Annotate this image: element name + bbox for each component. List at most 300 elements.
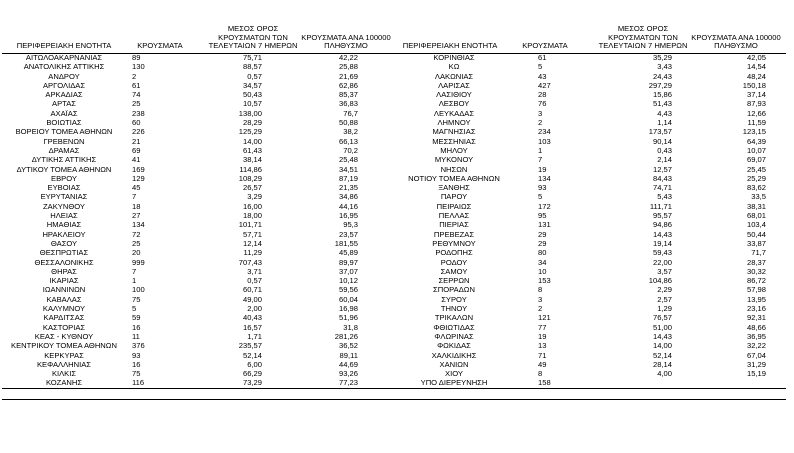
right-region-name: ΛΑΣΙΘΙΟΥ — [436, 90, 472, 100]
right-cases-value: 121 — [538, 313, 551, 323]
table-row — [0, 323, 790, 332]
right-avg7-value: 24,43 — [652, 71, 672, 81]
right-cases-value: 3 — [538, 108, 543, 118]
right-cases-value: 95 — [538, 211, 547, 221]
left-region-name: ΚΕΦΑΛΛΗΝΙΑΣ — [36, 359, 92, 369]
right-region-name: ΠΕΙΡΑΙΩΣ — [436, 201, 472, 211]
header-per100k-right: ΚΡΟΥΣΜΑΤΑ ΑΝΑ 100000 ΠΛΗΘΥΣΜΟ — [691, 32, 781, 51]
right-per100k-value: 25,45 — [746, 164, 766, 174]
left-cases-value: 238 — [132, 108, 145, 118]
table-row — [0, 369, 790, 378]
left-avg7-value: 88,57 — [242, 62, 262, 72]
left-cases-value: 21 — [132, 136, 141, 146]
left-avg7-value: 50,43 — [242, 90, 262, 100]
right-per100k-value: 64,39 — [746, 136, 766, 146]
table-row — [0, 211, 790, 220]
left-cases-value: 25 — [132, 99, 141, 109]
left-region-name: ΑΝΔΡΟΥ — [48, 71, 80, 81]
left-avg7-value: 28,29 — [242, 118, 262, 128]
right-region-name: ΦΛΩΡΙΝΑΣ — [434, 331, 474, 341]
right-per100k-value: 92,31 — [746, 313, 766, 323]
right-per100k-value: 87,93 — [746, 99, 766, 109]
left-per100k-value: 62,86 — [338, 80, 358, 90]
right-cases-value: 131 — [538, 220, 551, 230]
left-avg7-value: 138,00 — [238, 108, 262, 118]
left-region-name: ΚΑΣΤΟΡΙΑΣ — [42, 322, 86, 332]
left-avg7-value: 57,71 — [242, 229, 262, 239]
right-per100k-value: 23,16 — [746, 304, 766, 314]
right-avg7-value: 2,57 — [657, 294, 672, 304]
left-region-name: ΚΑΛΥΜΝΟΥ — [42, 304, 86, 314]
left-per100k-value: 16,95 — [338, 211, 358, 221]
right-per100k-value: 83,62 — [746, 183, 766, 193]
right-avg7-value: 14,43 — [652, 331, 672, 341]
table-row — [0, 155, 790, 164]
right-per100k-value: 37,14 — [746, 90, 766, 100]
left-avg7-value: 6,00 — [247, 359, 262, 369]
table-row — [0, 360, 790, 369]
left-per100k-value: 59,56 — [338, 285, 358, 295]
right-avg7-value: 14,00 — [652, 341, 672, 351]
left-region-name: ΒΟΡΕΙΟΥ ΤΟΜΕΑ ΑΘΗΝΩΝ — [15, 127, 113, 137]
left-region-name: ΘΕΣΣΑΛΟΝΙΚΗΣ — [34, 257, 94, 267]
left-per100k-value: 51,96 — [338, 313, 358, 323]
right-avg7-value: 94,86 — [652, 220, 672, 230]
left-per100k-value: 66,13 — [338, 136, 358, 146]
header-region-left: ΠΕΡΙΦΕΡΕΙΑΚΗ ΕΝΟΤΗΤΑ — [16, 41, 112, 51]
right-per100k-value: 67,04 — [746, 350, 766, 360]
right-cases-value: 19 — [538, 164, 547, 174]
left-cases-value: 134 — [132, 220, 145, 230]
right-per100k-value: 25,29 — [746, 173, 766, 183]
right-avg7-value: 4,00 — [657, 369, 672, 379]
right-region-name: ΛΕΥΚΑΔΑΣ — [433, 108, 475, 118]
left-per100k-value: 37,07 — [338, 266, 358, 276]
left-per100k-value: 45,89 — [338, 248, 358, 258]
right-region-name: ΣΥΡΟΥ — [441, 294, 467, 304]
left-per100k-value: 93,26 — [338, 369, 358, 379]
left-cases-value: 999 — [132, 257, 145, 267]
left-region-name: ΘΑΣΟΥ — [50, 238, 78, 248]
right-region-name: ΦΩΚΙΔΑΣ — [437, 341, 471, 351]
left-per100k-value: 181,55 — [334, 238, 358, 248]
right-per100k-value: 10,07 — [746, 145, 766, 155]
right-per100k-value: 68,01 — [746, 211, 766, 221]
left-region-name: ΚΙΛΚΙΣ — [51, 369, 77, 379]
right-avg7-value: 2,29 — [657, 285, 672, 295]
left-avg7-value: 2,00 — [247, 304, 262, 314]
right-cases-value: 93 — [538, 183, 547, 193]
left-cases-value: 376 — [132, 341, 145, 351]
left-avg7-value: 0,57 — [247, 71, 262, 81]
left-cases-value: 5 — [132, 304, 137, 314]
right-region-name: ΡΕΘΥΜΝΟΥ — [432, 238, 476, 248]
left-per100k-value: 89,97 — [338, 257, 358, 267]
left-cases-value: 61 — [132, 80, 141, 90]
left-per100k-value: 95,3 — [343, 220, 358, 230]
left-per100k-value: 44,69 — [338, 359, 358, 369]
table-row — [0, 62, 790, 71]
left-per100k-value: 44,16 — [338, 201, 358, 211]
right-per100k-value: 30,32 — [746, 266, 766, 276]
mid-rule — [2, 388, 786, 389]
left-region-name: ΚΟΖΑΝΗΣ — [45, 378, 83, 388]
table-header — [0, 12, 790, 52]
right-avg7-value: 1,29 — [657, 304, 672, 314]
right-region-name: ΡΟΔΟΠΗΣ — [435, 248, 473, 258]
left-cases-value: 20 — [132, 248, 141, 258]
right-cases-value: 34 — [538, 257, 547, 267]
table-row — [0, 53, 790, 62]
left-region-name: ΔΥΤΙΚΗΣ ΑΤΤΙΚΗΣ — [31, 155, 97, 165]
left-avg7-value: 16,00 — [242, 201, 262, 211]
right-region-name: ΜΗΛΟΥ — [440, 145, 468, 155]
left-region-name: ΕΥΡΥΤΑΝΙΑΣ — [40, 192, 88, 202]
right-avg7-value: 4,43 — [657, 108, 672, 118]
table-row — [0, 146, 790, 155]
right-cases-value: 77 — [538, 322, 547, 332]
right-avg7-value: 111,71 — [649, 201, 672, 211]
left-avg7-value: 18,00 — [242, 211, 262, 221]
right-region-name: ΛΗΜΝΟΥ — [437, 118, 471, 128]
left-avg7-value: 49,00 — [242, 294, 262, 304]
left-per100k-value: 23,57 — [338, 229, 358, 239]
left-region-name: ΑΧΑΪΑΣ — [50, 108, 78, 118]
left-cases-value: 25 — [132, 238, 141, 248]
right-per100k-value: 42,05 — [746, 53, 766, 62]
right-per100k-value: 15,19 — [746, 369, 766, 379]
header-avg7-right: ΜΕΣΟΣ ΟΡΟΣ ΚΡΟΥΣΜΑΤΩΝ ΤΩΝ ΤΕΛΕΥΤΑΙΩΝ 7 ΗΜΕΡΩΝ — [598, 24, 688, 51]
left-per100k-value: 34,86 — [338, 192, 358, 202]
right-cases-value: 2 — [538, 118, 543, 128]
table-row — [0, 127, 790, 136]
right-avg7-value: 14,43 — [652, 229, 672, 239]
right-cases-value: 8 — [538, 285, 543, 295]
table-row — [0, 81, 790, 90]
right-cases-value: 29 — [538, 229, 547, 239]
table-row — [0, 183, 790, 192]
left-avg7-value: 40,43 — [242, 313, 262, 323]
right-per100k-value: 86,72 — [746, 276, 766, 286]
left-region-name: ΗΡΑΚΛΕΙΟΥ — [42, 229, 86, 239]
left-cases-value: 16 — [132, 359, 141, 369]
right-cases-value: 28 — [538, 90, 547, 100]
right-cases-value: 43 — [538, 71, 547, 81]
right-region-name: ΤΗΝΟΥ — [440, 304, 468, 314]
right-cases-value: 61 — [538, 53, 547, 62]
table-row — [0, 90, 790, 99]
right-region-name: ΚΟΡΙΝΘΙΑΣ — [433, 53, 475, 62]
left-cases-value: 93 — [132, 350, 141, 360]
right-cases-value: 158 — [538, 378, 551, 388]
left-per100k-value: 77,23 — [338, 378, 358, 388]
header-cases-left: ΚΡΟΥΣΜΑΤΑ — [137, 41, 183, 51]
right-cases-value: 5 — [538, 192, 543, 202]
left-per100k-value: 21,69 — [338, 71, 358, 81]
right-avg7-value: 15,86 — [652, 90, 672, 100]
left-avg7-value: 61,43 — [242, 145, 262, 155]
left-per100k-value: 10,12 — [338, 276, 358, 286]
right-avg7-value: 35,29 — [652, 53, 672, 62]
left-cases-value: 75 — [132, 294, 141, 304]
right-region-name: ΠΡΕΒΕΖΑΣ — [433, 229, 475, 239]
left-per100k-value: 31,8 — [343, 322, 358, 332]
left-region-name: ΑΡΚΑΔΙΑΣ — [45, 90, 83, 100]
right-cases-value: 172 — [538, 201, 551, 211]
right-region-name: ΝΗΣΩΝ — [440, 164, 468, 174]
left-cases-value: 74 — [132, 90, 141, 100]
table-row — [0, 99, 790, 108]
left-avg7-value: 1,71 — [247, 331, 262, 341]
cases-table — [0, 12, 790, 388]
right-region-name: ΞΑΝΘΗΣ — [438, 183, 470, 193]
table-row — [0, 109, 790, 118]
left-per100k-value: 34,51 — [338, 164, 358, 174]
right-region-name: ΠΙΕΡΙΑΣ — [439, 220, 469, 230]
right-per100k-value: 28,37 — [746, 257, 766, 267]
right-cases-value: 3 — [538, 294, 543, 304]
right-cases-value: 134 — [538, 173, 551, 183]
table-row — [0, 137, 790, 146]
left-cases-value: 60 — [132, 118, 141, 128]
header-avg7-left: ΜΕΣΟΣ ΟΡΟΣ ΚΡΟΥΣΜΑΤΩΝ ΤΩΝ ΤΕΛΕΥΤΑΙΩΝ 7 ΗΜΕΡΩΝ — [208, 24, 298, 51]
left-cases-value: 11 — [132, 331, 140, 341]
right-avg7-value: 51,00 — [652, 322, 672, 332]
right-cases-value: 71 — [538, 350, 547, 360]
right-region-name: ΚΩ — [448, 62, 460, 72]
left-region-name: ΗΛΕΙΑΣ — [50, 211, 78, 221]
right-avg7-value: 74,71 — [652, 183, 672, 193]
right-per100k-value: 13,95 — [746, 294, 766, 304]
left-per100k-value: 25,48 — [338, 155, 358, 165]
left-avg7-value: 10,57 — [242, 99, 262, 109]
right-per100k-value: 36,95 — [746, 331, 766, 341]
left-cases-value: 130 — [132, 62, 145, 72]
table-row — [0, 220, 790, 229]
table-row — [0, 267, 790, 276]
left-cases-value: 45 — [132, 183, 141, 193]
right-region-name: ΜΑΓΝΗΣΙΑΣ — [432, 127, 476, 137]
right-region-name: ΥΠΟ ΔΙΕΡΕΥΝΗΣΗ — [420, 378, 488, 388]
header-per100k-left: ΚΡΟΥΣΜΑΤΑ ΑΝΑ 100000 ΠΛΗΘΥΣΜΟ — [301, 32, 391, 51]
left-cases-value: 41 — [132, 155, 141, 165]
right-per100k-value: 123,15 — [742, 127, 766, 137]
right-region-name: ΛΑΡΙΣΑΣ — [438, 80, 470, 90]
left-region-name: ΕΥΒΟΙΑΣ — [47, 183, 81, 193]
table-row — [0, 295, 790, 304]
right-per100k-value: 48,66 — [746, 322, 766, 332]
left-cases-value: 129 — [132, 173, 145, 183]
table-row — [0, 165, 790, 174]
right-per100k-value: 103,4 — [746, 220, 766, 230]
table-body — [0, 53, 790, 388]
left-region-name: ΚΕΑΣ - ΚΥΘΝΟΥ — [34, 331, 94, 341]
left-region-name: ΕΒΡΟΥ — [51, 173, 77, 183]
left-cases-value: 89 — [132, 53, 141, 62]
left-per100k-value: 87,19 — [338, 173, 358, 183]
right-cases-value: 8 — [538, 369, 543, 379]
right-avg7-value: 95,57 — [652, 211, 672, 221]
left-per100k-value: 76,7 — [343, 108, 358, 118]
right-per100k-value: 38,31 — [746, 201, 766, 211]
right-region-name: ΠΕΛΛΑΣ — [438, 211, 470, 221]
right-region-name: ΣΑΜΟΥ — [440, 266, 468, 276]
left-cases-value: 2 — [132, 71, 137, 81]
right-avg7-value: 28,14 — [652, 359, 672, 369]
right-avg7-value: 297,29 — [648, 80, 672, 90]
right-avg7-value: 51,43 — [652, 99, 672, 109]
left-region-name: ΓΡΕΒΕΝΩΝ — [43, 136, 85, 146]
right-cases-value: 29 — [538, 238, 547, 248]
right-region-name: ΠΑΡΟΥ — [440, 192, 468, 202]
left-per100k-value: 36,52 — [338, 341, 358, 351]
table-row — [0, 332, 790, 341]
left-avg7-value: 3,71 — [247, 266, 262, 276]
left-avg7-value: 101,71 — [238, 220, 262, 230]
left-per100k-value: 50,88 — [338, 118, 358, 128]
right-region-name: ΧΑΛΚΙΔΙΚΗΣ — [431, 350, 477, 360]
left-region-name: ΑΙΤΩΛΟΑΚΑΡΝΑΝΙΑΣ — [25, 53, 103, 62]
right-cases-value: 76 — [538, 99, 547, 109]
right-avg7-value: 59,43 — [652, 248, 672, 258]
left-cases-value: 116 — [132, 378, 145, 388]
right-avg7-value: 104,86 — [648, 276, 672, 286]
right-per100k-value: 48,24 — [746, 71, 766, 81]
left-per100k-value: 21,35 — [338, 183, 358, 193]
left-region-name: ΚΕΝΤΡΙΚΟΥ ΤΟΜΕΑ ΑΘΗΝΩΝ — [11, 341, 117, 351]
table-row — [0, 192, 790, 201]
left-per100k-value: 89,11 — [339, 350, 358, 360]
left-avg7-value: 52,14 — [242, 350, 262, 360]
right-region-name: ΡΟΔΟΥ — [440, 257, 468, 267]
table-row — [0, 313, 790, 322]
left-avg7-value: 12,14 — [242, 238, 262, 248]
right-per100k-value: 31,29 — [746, 359, 766, 369]
left-region-name: ΚΑΡΔΙΤΣΑΣ — [43, 313, 85, 323]
right-avg7-value: 12,57 — [652, 164, 672, 174]
table-row — [0, 174, 790, 183]
right-cases-value: 19 — [538, 331, 547, 341]
left-per100k-value: 25,88 — [338, 62, 358, 72]
right-avg7-value: 5,43 — [657, 192, 672, 202]
right-avg7-value: 19,14 — [652, 238, 672, 248]
left-cases-value: 16 — [132, 322, 141, 332]
left-per100k-value: 281,26 — [334, 331, 358, 341]
left-cases-value: 72 — [132, 229, 141, 239]
right-region-name: ΜΕΣΣΗΝΙΑΣ — [432, 136, 476, 146]
left-avg7-value: 125,29 — [238, 127, 262, 137]
right-avg7-value: 1,14 — [657, 118, 672, 128]
table-row — [0, 72, 790, 81]
right-per100k-value: 71,7 — [751, 248, 766, 258]
left-avg7-value: 34,57 — [242, 80, 262, 90]
right-cases-value: 234 — [538, 127, 551, 137]
left-region-name: ΘΗΡΑΣ — [51, 266, 77, 276]
left-avg7-value: 114,86 — [239, 164, 262, 174]
left-per100k-value: 16,98 — [338, 304, 358, 314]
left-avg7-value: 66,29 — [242, 369, 262, 379]
right-avg7-value: 2,14 — [657, 155, 672, 165]
right-cases-value: 7 — [538, 155, 543, 165]
right-cases-value: 1 — [538, 145, 543, 155]
left-avg7-value: 60,71 — [242, 285, 262, 295]
left-per100k-value: 85,37 — [338, 90, 358, 100]
table-row — [0, 239, 790, 248]
right-cases-value: 13 — [538, 341, 547, 351]
table-row — [0, 202, 790, 211]
right-per100k-value: 33,87 — [746, 238, 766, 248]
right-region-name: ΦΘΙΩΤΙΔΑΣ — [433, 322, 475, 332]
right-per100k-value: 33,5 — [751, 192, 766, 202]
left-region-name: ΚΑΒΑΛΑΣ — [46, 294, 82, 304]
right-per100k-value: 12,66 — [746, 108, 766, 118]
right-cases-value: 103 — [538, 136, 551, 146]
right-region-name: ΛΑΚΩΝΙΑΣ — [434, 71, 474, 81]
right-cases-value: 2 — [538, 304, 543, 314]
left-per100k-value: 70,2 — [343, 145, 358, 155]
left-region-name: ΔΥΤΙΚΟΥ ΤΟΜΕΑ ΑΘΗΝΩΝ — [16, 164, 112, 174]
left-per100k-value: 60,04 — [338, 294, 358, 304]
table-row — [0, 248, 790, 257]
right-per100k-value: 69,07 — [746, 155, 766, 165]
left-cases-value: 7 — [132, 192, 137, 202]
table-row — [0, 118, 790, 127]
left-avg7-value: 26,57 — [242, 183, 262, 193]
left-avg7-value: 3,29 — [247, 192, 262, 202]
right-per100k-value: 14,54 — [746, 62, 766, 72]
right-per100k-value: 50,44 — [746, 229, 766, 239]
left-region-name: ΑΡΤΑΣ — [52, 99, 76, 109]
right-avg7-value: 52,14 — [652, 350, 672, 360]
left-per100k-value: 42,22 — [338, 53, 358, 62]
left-per100k-value: 38,2 — [343, 127, 358, 137]
left-cases-value: 1 — [132, 276, 137, 286]
right-region-name: ΤΡΙΚΑΛΩΝ — [434, 313, 474, 323]
left-region-name: ΖΑΚΥΝΘΟΥ — [43, 201, 85, 211]
left-avg7-value: 108,29 — [238, 173, 262, 183]
left-avg7-value: 14,00 — [242, 136, 262, 146]
left-region-name: ΘΕΣΠΡΩΤΙΑΣ — [39, 248, 89, 258]
left-region-name: ΙΚΑΡΙΑΣ — [49, 276, 79, 286]
left-cases-value: 226 — [132, 127, 145, 137]
right-avg7-value: 3,43 — [657, 62, 672, 72]
left-region-name: ΑΡΓΟΛΙΔΑΣ — [42, 80, 86, 90]
bottom-rule — [2, 399, 786, 400]
right-per100k-value: 32,22 — [746, 341, 766, 351]
right-region-name: ΧΑΝΙΩΝ — [439, 359, 469, 369]
table-row — [0, 341, 790, 350]
right-cases-value: 49 — [538, 359, 547, 369]
left-cases-value: 59 — [132, 313, 141, 323]
left-per100k-value: 36,83 — [338, 99, 358, 109]
right-avg7-value: 173,57 — [648, 127, 672, 137]
right-region-name: ΣΠΟΡΑΔΩΝ — [433, 285, 475, 295]
header-cases-right: ΚΡΟΥΣΜΑΤΑ — [522, 41, 568, 51]
right-per100k-value: 57,98 — [746, 285, 766, 295]
right-avg7-value: 0,43 — [657, 145, 672, 155]
right-region-name: ΜΥΚΟΝΟΥ — [434, 155, 474, 165]
right-cases-value: 153 — [538, 276, 551, 286]
right-cases-value: 427 — [538, 80, 551, 90]
left-region-name: ΑΝΑΤΟΛΙΚΗΣ ΑΤΤΙΚΗΣ — [23, 62, 105, 72]
left-region-name: ΚΕΡΚΥΡΑΣ — [44, 350, 84, 360]
right-region-name: ΣΕΡΡΩΝ — [438, 276, 470, 286]
table-row — [0, 378, 790, 387]
right-avg7-value: 84,43 — [652, 173, 672, 183]
left-cases-value: 7 — [132, 266, 137, 276]
table-row — [0, 304, 790, 313]
right-per100k-value: 150,18 — [742, 80, 766, 90]
